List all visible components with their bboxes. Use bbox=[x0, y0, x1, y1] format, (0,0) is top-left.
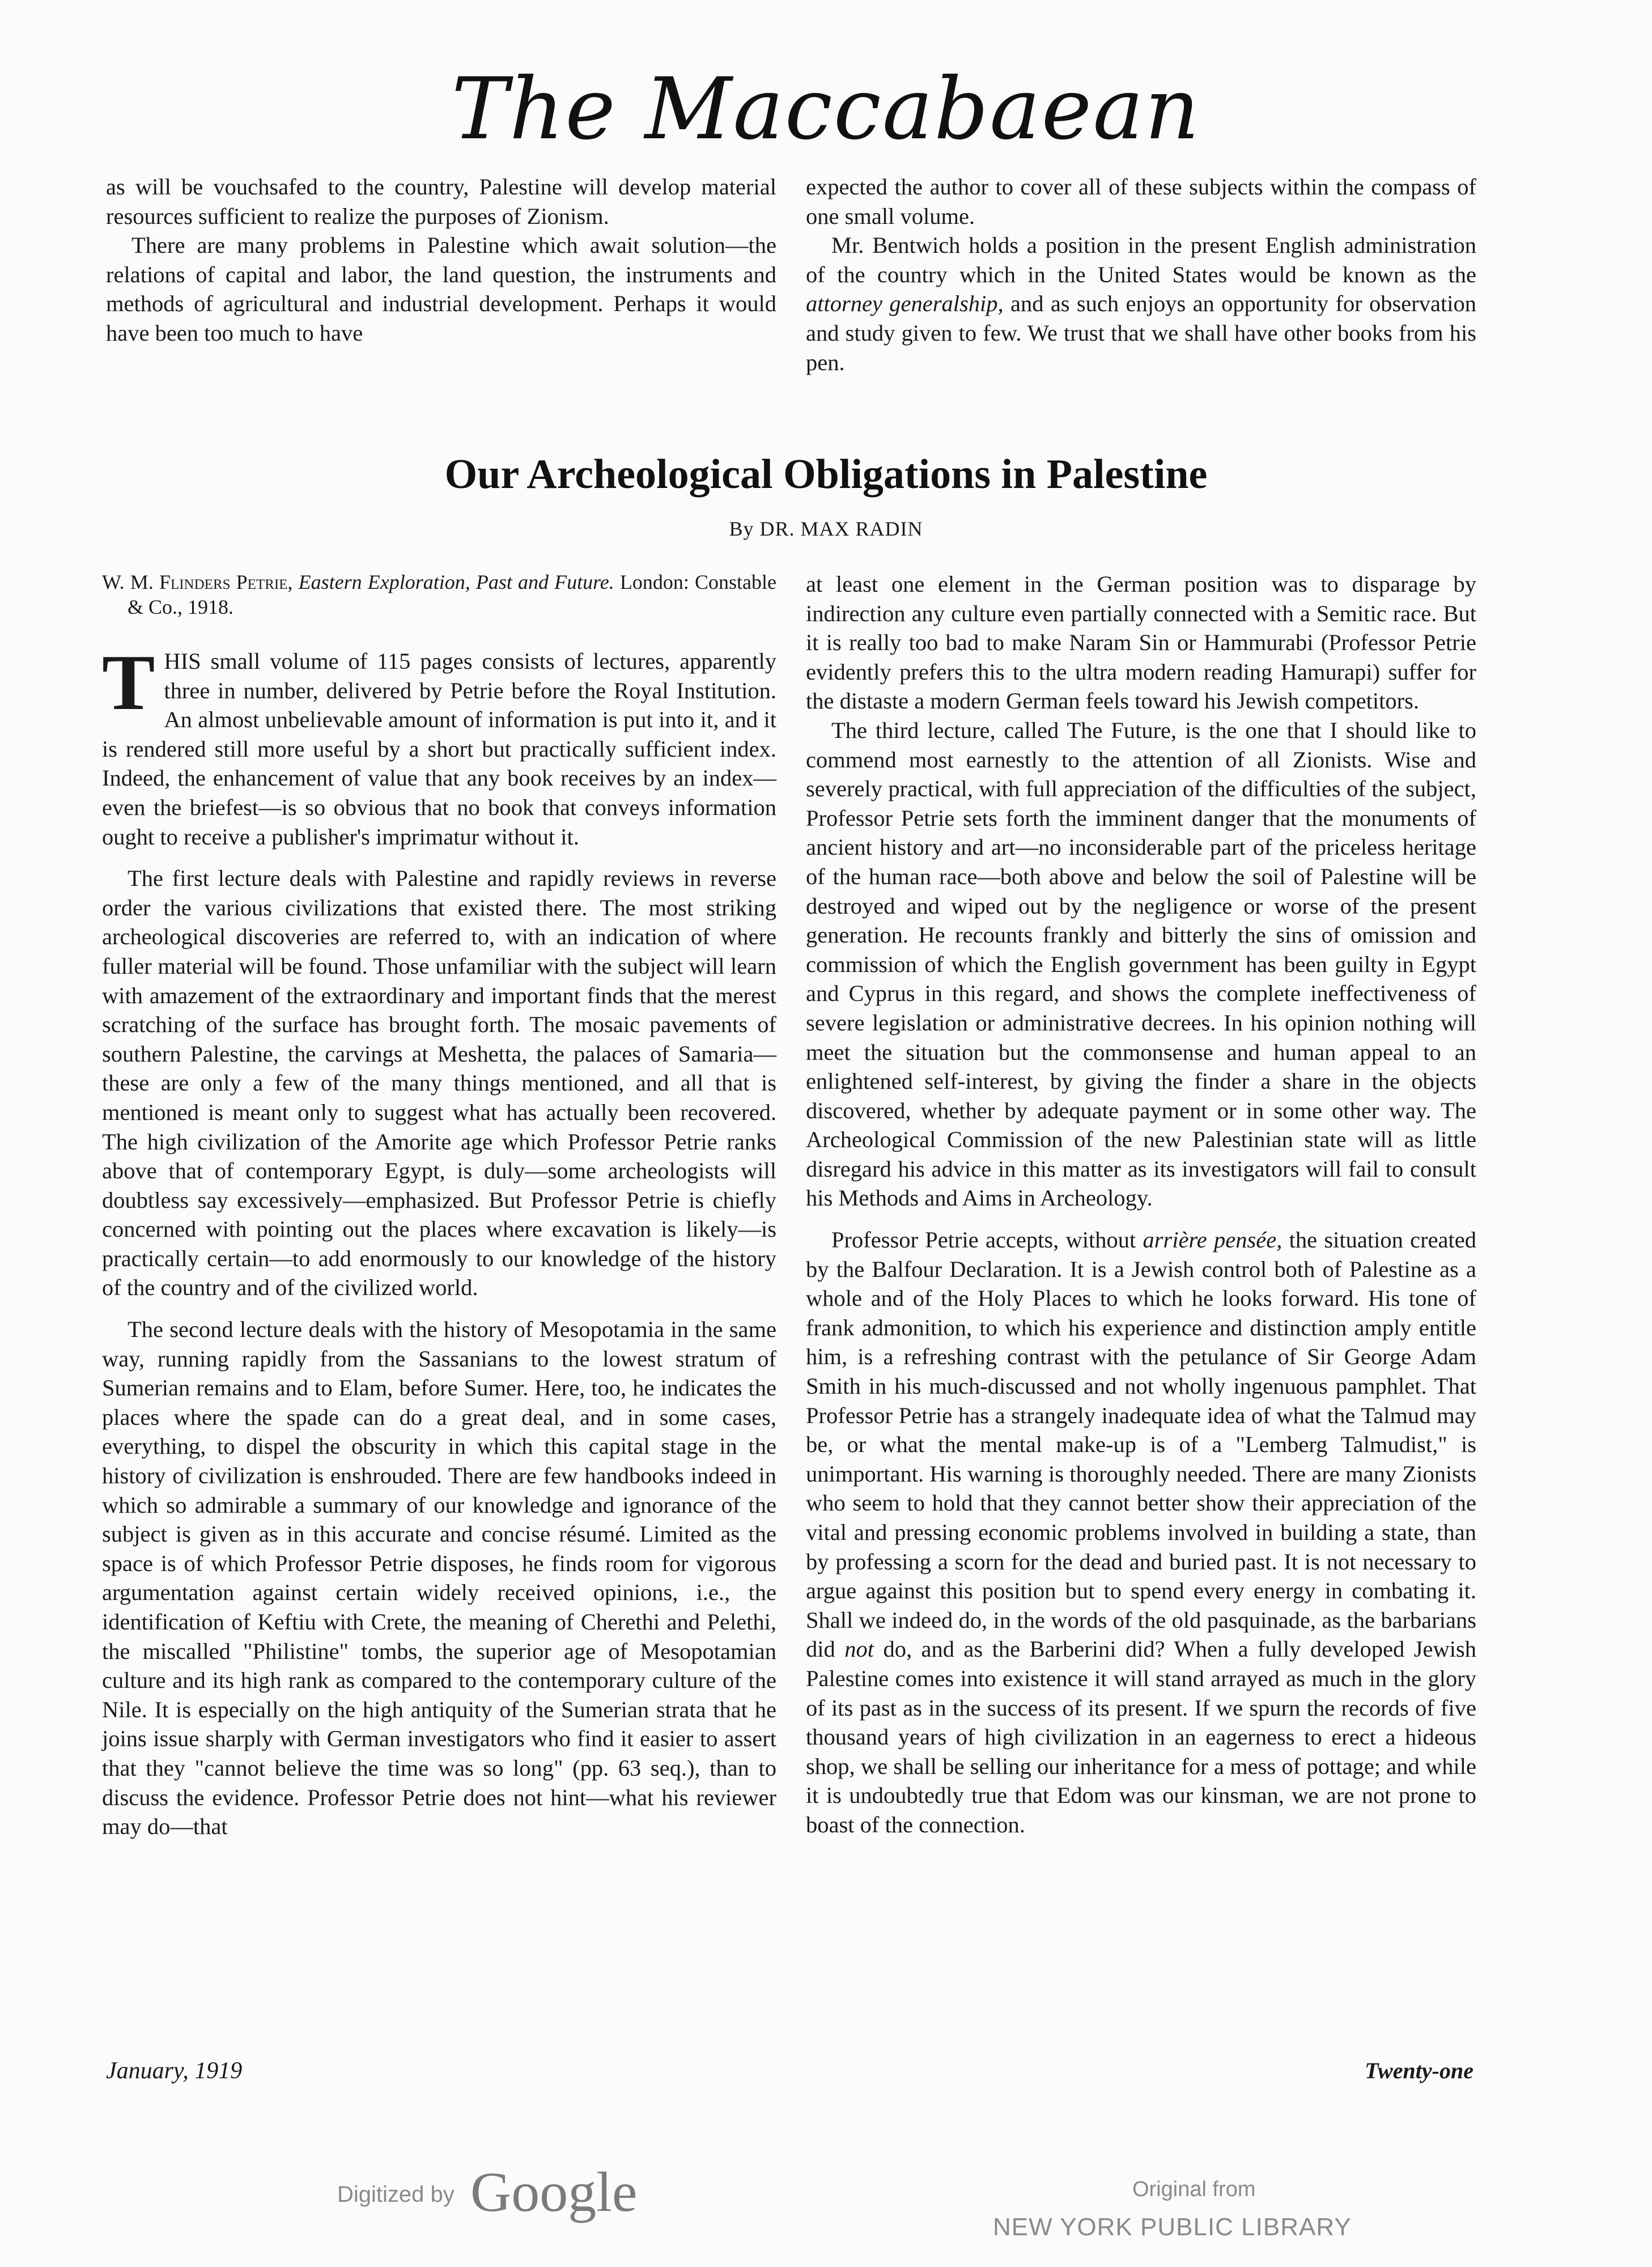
original-from-label: Original from bbox=[1132, 2177, 1256, 2201]
paragraph: expected the author to cover all of these subjects within the compass of one small volume. bbox=[806, 174, 1476, 229]
top-left-column bbox=[106, 172, 776, 348]
citation-work: Eastern Exploration, Past and Future. bbox=[298, 571, 614, 593]
emphasis: arrière pensée, bbox=[1143, 1227, 1282, 1253]
footer-date: January, 1919 bbox=[106, 2058, 243, 2084]
emphasis: not bbox=[844, 1636, 874, 1662]
library-label: NEW YORK PUBLIC LIBRARY bbox=[993, 2213, 1352, 2241]
top-right-column bbox=[806, 172, 1476, 377]
paragraph: The first lecture deals with Palestine and rapidly reviews in reverse order the various civilizations that existed there. The most striking archeological discoveries are referred to, with an indication of where fuller material will be found. Those unfamiliar with the subject will learn with amazement of the extraordinary and important finds that the merest scratching of the surface has brought forth. The mosaic pavements of southern Palestine, the carvings at Meshetta, the palaces of Samaria—these are only a few of the many things mentioned, and all that is mentioned is meant only to suggest what has actually been recovered. The high civilization of the Amorite age which Professor Petrie ranks above that of contemporary Egypt, is duly—some archeologists will doubtless say excessively—emphasized. But Professor Petrie is chiefly concerned with pointing out the places where excavation is likely—is practically certain—to add enormously to our knowledge of the history of the country and of the civilized world. bbox=[102, 865, 776, 1301]
citation-author: W. M. Flinders Petrie, bbox=[102, 571, 293, 593]
footer-page-number: Twenty-one bbox=[1365, 2058, 1473, 2083]
article-right-column bbox=[806, 570, 1476, 1840]
emphasis: attorney generalship, bbox=[806, 291, 1004, 317]
paragraph: THIS small volume of 115 pages consists of lectures, apparently three in number, delivered by Petrie before the Royal Institution. An almost unbelievable amount of information is put into it, and it is rendered still more useful by a short but practically sufficient index. Indeed, the enhancement of value that any book receives by an index—even the briefest—is so obvious that no book that conveys information ought to receive a publisher's imprimatur without it. bbox=[102, 639, 776, 850]
article-left-column bbox=[102, 570, 776, 1841]
book-citation bbox=[102, 570, 776, 619]
paragraph: at least one element in the German position was to disparage by indirection any culture even partially connected with a Semitic race. But it is really too bad to make Naram Sin or Hammurabi (Professor Petrie evidently prefers this to the ultra modern reading Hamurapi) suffer for the distaste a modern German feels toward his Jewish competitors. bbox=[806, 571, 1476, 714]
drop-cap: T bbox=[102, 639, 155, 727]
digitized-by-label: Digitized by bbox=[337, 2182, 455, 2207]
paragraph: Professor Petrie accepts, without arrière pensée, the situation created by the Balfour Declaration. It is a Jewish control both of Palestine as a whole and of the Holy Places to which he looks forward. His tone of frank admonition, to which his experience and distinction amply entitle him, is a refreshing contrast with the petulance of Sir George Adam Smith in his much-discussed and not wholly ingenuous pamphlet. That Professor Petrie has a strangely inadequate idea of what the Talmud may be, or what the mental make-up is of a "Lemberg Talmudist," is unimportant. His warning is thoroughly needed. There are many Zionists who seem to hold that they cannot better show their appreciation of the vital and pressing economic problems involved in building a state, than by professing a scorn for the dead and buried past. It is not necessary to argue against this position but to spend every energy in combating it. Shall we indeed do, in the words of the old pasquinade, as the barbarians did not do, and as the Barberini did? When a fully developed Jewish Palestine comes into existence it will stand arrayed as much in the glory of its past as in the success of its present. If we spurn the records of five thousand years of high civilization in an eagerness to erect a hideous shop, we shall be selling our inheritance for a mess of pottage; and while it is undoubtedly true that Edom was our kinsman, we are not prone to boast of the connection. bbox=[806, 1227, 1477, 1837]
article-title: Our Archeological Obligations in Palestine bbox=[444, 451, 1208, 498]
paragraph: Mr. Bentwich holds a position in the present English administration of the country which in the United States would be known as the attorney generalship, and as such enjoys an opportunity for observation and study given to few. We trust that we shall have other books from his pen. bbox=[806, 232, 1476, 375]
citation-imprint: London: Constable & Co., 1918. bbox=[128, 571, 777, 618]
google-logo: Google bbox=[470, 2160, 638, 2223]
paragraph: The second lecture deals with the history of Mesopotamia in the same way, running rapidly from the Sassanians to the lowest stratum of Sumerian remains and to Elam, before Sumer. Here, too, he indicates the places where the spade can do a great deal, and in some cases, everything, to dispel the obscurity in which this capital stage in the history of civilization is enshrouded. There are few handbooks indeed in which so admirable a summary of our knowledge and ignorance of the subject is given as in this accurate and concise résumé. Limited as the space is of which Professor Petrie disposes, he finds room for vigorous argumentation against certain widely received opinions, i.e., the identification of Keftiu with Crete, the meaning of Cherethi and Pelethi, the miscalled "Philistine" tombs, the superior age of Mesopotamian culture and its high rank as compared to the contemporary culture of the Nile. It is especially on the high antiquity of the Sumerian strata that he joins issue sharply with German investigators who find it easier to assert that they "cannot believe the time was so long" (pp. 63 seq.), than to discuss the evidence. Professor Petrie does not hint—what his reviewer may do—that bbox=[102, 1317, 776, 1840]
paragraph: There are many problems in Palestine which await solution—the relations of capital and labor, the land question, the instruments and methods of agricultural and industrial development. Perhaps it would have been too much to have bbox=[106, 232, 776, 346]
paragraph: as will be vouchsafed to the country, Palestine will develop material resources sufficient to realize the purposes of Zionism. bbox=[106, 174, 776, 229]
article-byline: By DR. MAX RADIN bbox=[729, 517, 923, 540]
paragraph: The third lecture, called The Future, is the one that I should like to commend most earnestly to the attention of all Zionists. Wise and severely practical, with full appreciation of the difficulties of the subject, Professor Petrie sets forth the imminent danger that the monuments of ancient history and art—no inconsiderable part of the priceless heritage of the human race—both above and below the soil of Palestine will be destroyed and wiped out by the negligence or worse of the present generation. He recounts frankly and bitterly the sins of omission and commission of which the English government has been guilty in Egypt and Cyprus in this regard, and shows the complete ineffectiveness of severe legislation or administrative decrees. In his opinion nothing will meet the situation but the commonsense and human appeal to an enlightened self-interest, by giving the finder a share in the objects discovered, whether by adequate payment or in some other way. The Archeological Commission of the new Palestinian state will as little disregard his advice in this matter as its investigators will fail to consult his Methods and Aims in Archeology. bbox=[806, 717, 1476, 1211]
masthead-title: The Maccabaean bbox=[451, 60, 1201, 159]
